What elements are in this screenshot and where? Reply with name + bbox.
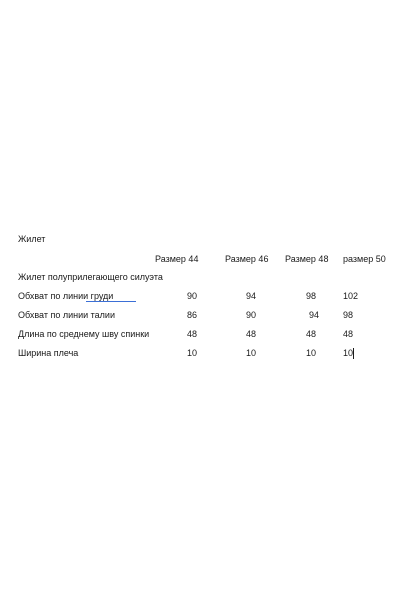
cell-shoulder-48: 10 (306, 348, 317, 358)
cell-shoulder-50: 10 (343, 348, 354, 358)
cell-back-46: 48 (246, 329, 257, 339)
header-size-48: Размер 48 (285, 254, 329, 264)
document-title: Жилет (18, 234, 46, 244)
cell-chest-48: 98 (306, 291, 317, 301)
header-size-50: размер 50 (343, 254, 386, 264)
text-cursor (353, 348, 354, 359)
cell-shoulder-44: 10 (187, 348, 198, 358)
cell-waist-48: 94 (309, 310, 320, 320)
row-label-back-length: Длина по среднему шву спинки (18, 329, 150, 339)
cell-chest-50: 102 (343, 291, 359, 301)
row-label-waist: Обхват по линии талии (18, 310, 115, 320)
cell-back-44: 48 (187, 329, 198, 339)
cell-back-50: 48 (343, 329, 354, 339)
cell-chest-44: 90 (187, 291, 198, 301)
header-size-44: Размер 44 (155, 254, 199, 264)
spellcheck-underline (86, 299, 136, 302)
cell-back-48: 48 (306, 329, 317, 339)
header-size-46: Размер 46 (225, 254, 269, 264)
row-label-chest-marked: груди (90, 291, 114, 301)
cell-shoulder-46: 10 (246, 348, 257, 358)
document-subtitle: Жилет полуприлегающего силуэта (18, 272, 163, 282)
cell-chest-46: 94 (246, 291, 257, 301)
row-label-chest-main: Обхват по линии (18, 291, 91, 301)
cell-waist-46: 90 (246, 310, 257, 320)
cell-waist-44: 86 (187, 310, 198, 320)
cell-waist-50: 98 (343, 310, 354, 320)
row-label-shoulder: Ширина плеча (18, 348, 79, 358)
